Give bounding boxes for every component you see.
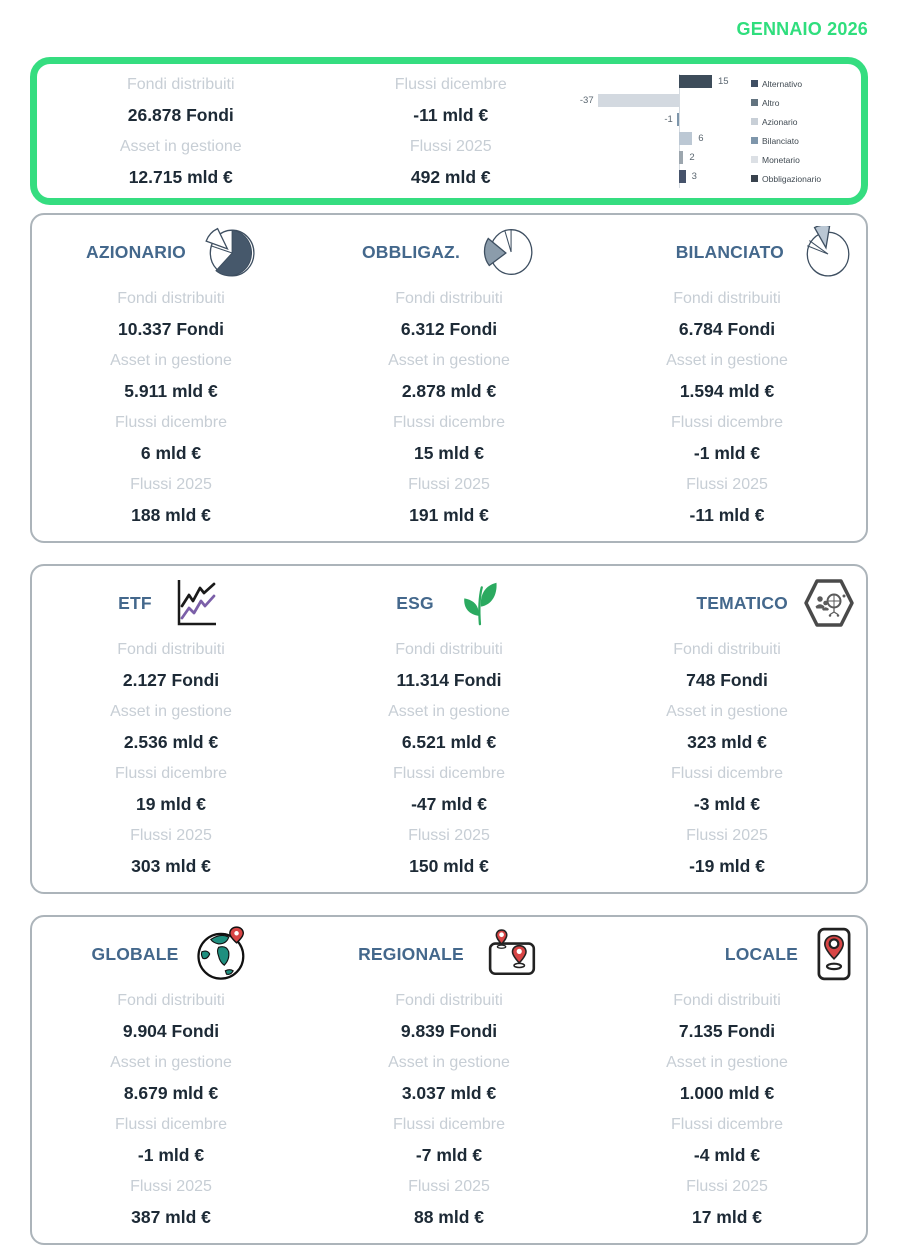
- metric-label: Flussi dicembre: [392, 414, 506, 431]
- metric-label: Asset in gestione: [119, 138, 242, 155]
- metric-label: Fondi distribuiti: [395, 641, 503, 658]
- metric-value: 12.715 mld €: [128, 167, 233, 187]
- bar: [679, 132, 692, 145]
- metric-value: 2.878 mld €: [401, 381, 497, 401]
- metrics-list: [310, 985, 588, 1233]
- metric-label: Asset in gestione: [388, 352, 510, 369]
- column-globale: [32, 927, 310, 1233]
- metric-label: Flussi 2025: [130, 476, 212, 493]
- metric-value: 9.839 Fondi: [400, 1021, 498, 1041]
- metric-value: 8.679 mld €: [123, 1083, 219, 1103]
- column-header: [32, 576, 310, 630]
- metric-label: Asset in gestione: [666, 703, 788, 720]
- metric-label: Flussi 2025: [686, 827, 768, 844]
- legend-item: [751, 79, 851, 89]
- bar-data-label: 15: [718, 76, 729, 87]
- metric-label: Fondi distribuiti: [126, 76, 235, 93]
- column-header: [310, 927, 588, 981]
- section-title: TEMATICO: [696, 592, 788, 613]
- chart-legend: [751, 79, 851, 184]
- metric-label: Asset in gestione: [110, 703, 232, 720]
- bar: [677, 113, 679, 126]
- metric-label: Flussi 2025: [408, 827, 490, 844]
- metric-value: -19 mld €: [689, 856, 765, 876]
- pie-chart-medium-slice-icon: [482, 227, 536, 277]
- page-header: [30, 16, 868, 42]
- line-chart-icon: [168, 578, 224, 628]
- legend-swatch: [751, 137, 758, 144]
- flows-bar-chart: [579, 72, 851, 190]
- column-obbligazionario: [310, 225, 588, 531]
- metric-value: -4 mld €: [693, 1145, 761, 1165]
- metric-label: Fondi distribuiti: [673, 992, 781, 1009]
- summary-card: [30, 57, 868, 205]
- metric-value: -1 mld €: [693, 443, 761, 463]
- metric-label: Flussi 2025: [408, 1178, 490, 1195]
- metric-value: 748 Fondi: [686, 670, 768, 690]
- legend-item: [751, 155, 851, 165]
- metric-value: 19 mld €: [135, 794, 207, 814]
- legend-swatch: [751, 118, 758, 125]
- metrics-list: [588, 634, 866, 882]
- metric-value: 492 mld €: [410, 167, 491, 187]
- metric-value: -11 mld €: [413, 105, 489, 125]
- metric-label: Asset in gestione: [388, 1054, 510, 1071]
- metrics-list: [588, 283, 866, 531]
- metric-value: -3 mld €: [693, 794, 761, 814]
- bar: [679, 170, 686, 183]
- section-title: ESG: [396, 592, 434, 613]
- bar-data-label: 3: [691, 171, 697, 182]
- legend-label: Azionario: [762, 116, 798, 127]
- metric-label: Fondi distribuiti: [673, 290, 781, 307]
- metric-label: Flussi dicembre: [670, 414, 784, 431]
- metric-value: 88 mld €: [413, 1207, 485, 1227]
- column-esg: [310, 576, 588, 882]
- asset-class-card: [30, 213, 868, 543]
- metric-label: Flussi dicembre: [670, 1116, 784, 1133]
- section-title: ETF: [118, 592, 152, 613]
- section-title: BILANCIATO: [675, 241, 784, 262]
- bar-row-monetario: [579, 93, 747, 108]
- legend-label: Monetario: [762, 154, 800, 165]
- metric-label: Flussi dicembre: [114, 1116, 228, 1133]
- legend-swatch: [751, 156, 758, 163]
- column-regionale: [310, 927, 588, 1233]
- metric-label: Flussi dicembre: [114, 414, 228, 431]
- metric-label: Flussi 2025: [130, 827, 212, 844]
- legend-swatch: [751, 80, 758, 87]
- metric-value: 387 mld €: [131, 1207, 211, 1227]
- bar-data-label: -1: [664, 114, 673, 125]
- metric-value: -11 mld €: [689, 505, 765, 525]
- bar-row-obbligazionario: [579, 74, 747, 89]
- metric-value: 1.594 mld €: [679, 381, 775, 401]
- metric-label: Flussi dicembre: [114, 765, 228, 782]
- location-pin-card-icon: [814, 927, 854, 981]
- bar-row-bilanciato: [579, 112, 747, 127]
- column-azionario: [32, 225, 310, 531]
- metric-value: 303 mld €: [131, 856, 211, 876]
- metric-label: Asset in gestione: [110, 1054, 232, 1071]
- metric-value: -1 mld €: [137, 1145, 205, 1165]
- map-pins-icon: [486, 928, 540, 980]
- legend-item: [751, 98, 851, 108]
- legend-item: [751, 117, 851, 127]
- column-header: [32, 225, 310, 279]
- legend-swatch: [751, 175, 758, 182]
- column-header: [588, 927, 866, 981]
- geography-card: [30, 915, 868, 1245]
- bar-row-altro: [579, 150, 747, 165]
- metric-value: 15 mld €: [413, 443, 485, 463]
- summary-metrics-left: [39, 69, 323, 193]
- metric-value: -47 mld €: [411, 794, 487, 814]
- column-header: [588, 576, 866, 630]
- metric-value: 3.037 mld €: [401, 1083, 497, 1103]
- metric-value: 323 mld €: [687, 732, 767, 752]
- metric-label: Fondi distribuiti: [117, 641, 225, 658]
- bar-data-label: -37: [579, 95, 594, 106]
- bar-row-alternativo: [579, 169, 747, 184]
- pie-chart-large-slice-icon: [202, 227, 256, 277]
- report-period: GENNAIO 2026: [736, 18, 868, 39]
- metric-value: 150 mld €: [409, 856, 489, 876]
- column-header: [310, 225, 588, 279]
- metric-label: Flussi dicembre: [392, 1116, 506, 1133]
- metric-value: 2.536 mld €: [123, 732, 219, 752]
- metric-value: 188 mld €: [131, 505, 211, 525]
- metric-value: 6.312 Fondi: [400, 319, 498, 339]
- metrics-list: [588, 985, 866, 1233]
- metric-label: Fondi distribuiti: [395, 992, 503, 1009]
- legend-label: Alternativo: [762, 78, 803, 89]
- section-title: OBBLIGAZ.: [361, 241, 461, 262]
- metric-value: 2.127 Fondi: [122, 670, 220, 690]
- metric-label: Flussi 2025: [408, 476, 490, 493]
- globe-pin-icon: [194, 926, 250, 982]
- section-title: LOCALE: [724, 943, 798, 964]
- metric-label: Flussi 2025: [409, 138, 492, 155]
- metric-label: Fondi distribuiti: [117, 992, 225, 1009]
- metric-value: 9.904 Fondi: [122, 1021, 220, 1041]
- metric-value: 7.135 Fondi: [678, 1021, 776, 1041]
- metric-label: Asset in gestione: [666, 352, 788, 369]
- metric-label: Flussi dicembre: [670, 765, 784, 782]
- bar-row-azionario: [579, 131, 747, 146]
- metrics-list: [32, 283, 310, 531]
- bar-data-label: 6: [698, 133, 704, 144]
- metric-label: Asset in gestione: [388, 703, 510, 720]
- metric-label: Fondi distribuiti: [673, 641, 781, 658]
- bar: [679, 151, 683, 164]
- metric-label: Flussi dicembre: [394, 76, 507, 93]
- column-locale: [588, 927, 866, 1233]
- pie-chart-small-slice-icon: [800, 226, 854, 278]
- summary-metrics-mid: [323, 69, 580, 193]
- legend-label: Obbligazionario: [762, 173, 822, 184]
- legend-item: [751, 174, 851, 184]
- metric-label: Asset in gestione: [666, 1054, 788, 1071]
- metric-value: 1.000 mld €: [679, 1083, 775, 1103]
- column-tematico: [588, 576, 866, 882]
- metric-label: Asset in gestione: [110, 352, 232, 369]
- metric-label: Flussi 2025: [130, 1178, 212, 1195]
- metrics-list: [32, 985, 310, 1233]
- metric-label: Fondi distribuiti: [117, 290, 225, 307]
- metric-value: 191 mld €: [409, 505, 489, 525]
- strategy-card: [30, 564, 868, 894]
- metric-label: Fondi distribuiti: [395, 290, 503, 307]
- legend-item: [751, 136, 851, 146]
- metric-value: 10.337 Fondi: [117, 319, 224, 339]
- section-title: AZIONARIO: [86, 241, 186, 262]
- legend-label: Bilanciato: [762, 135, 799, 146]
- metric-value: 6.784 Fondi: [678, 319, 776, 339]
- bar: [598, 94, 679, 107]
- section-title: REGIONALE: [358, 943, 464, 964]
- metric-label: Flussi 2025: [686, 476, 768, 493]
- column-etf: [32, 576, 310, 882]
- column-header: [588, 225, 866, 279]
- column-bilanciato: [588, 225, 866, 531]
- leaves-icon: [456, 577, 502, 629]
- metric-value: 26.878 Fondi: [127, 105, 234, 125]
- metrics-list: [310, 634, 588, 882]
- hexagon-theme-icon: [804, 578, 854, 628]
- metric-value: 5.911 mld €: [124, 381, 218, 401]
- section-title: GLOBALE: [91, 943, 179, 964]
- metric-value: 6.521 mld €: [401, 732, 497, 752]
- bar: [679, 75, 712, 88]
- metric-label: Flussi dicembre: [392, 765, 506, 782]
- legend-label: Altro: [762, 97, 780, 108]
- legend-swatch: [751, 99, 758, 106]
- metrics-list: [32, 634, 310, 882]
- metric-value: 17 mld €: [691, 1207, 763, 1227]
- metrics-list: [310, 283, 588, 531]
- metric-value: 11.314 Fondi: [396, 670, 502, 690]
- metric-value: -7 mld €: [415, 1145, 483, 1165]
- column-header: [310, 576, 588, 630]
- column-header: [32, 927, 310, 981]
- bar-data-label: 2: [689, 152, 695, 163]
- metric-value: 6 mld €: [140, 443, 202, 463]
- flows-bar-chart-bars: [579, 72, 747, 190]
- metric-label: Flussi 2025: [686, 1178, 768, 1195]
